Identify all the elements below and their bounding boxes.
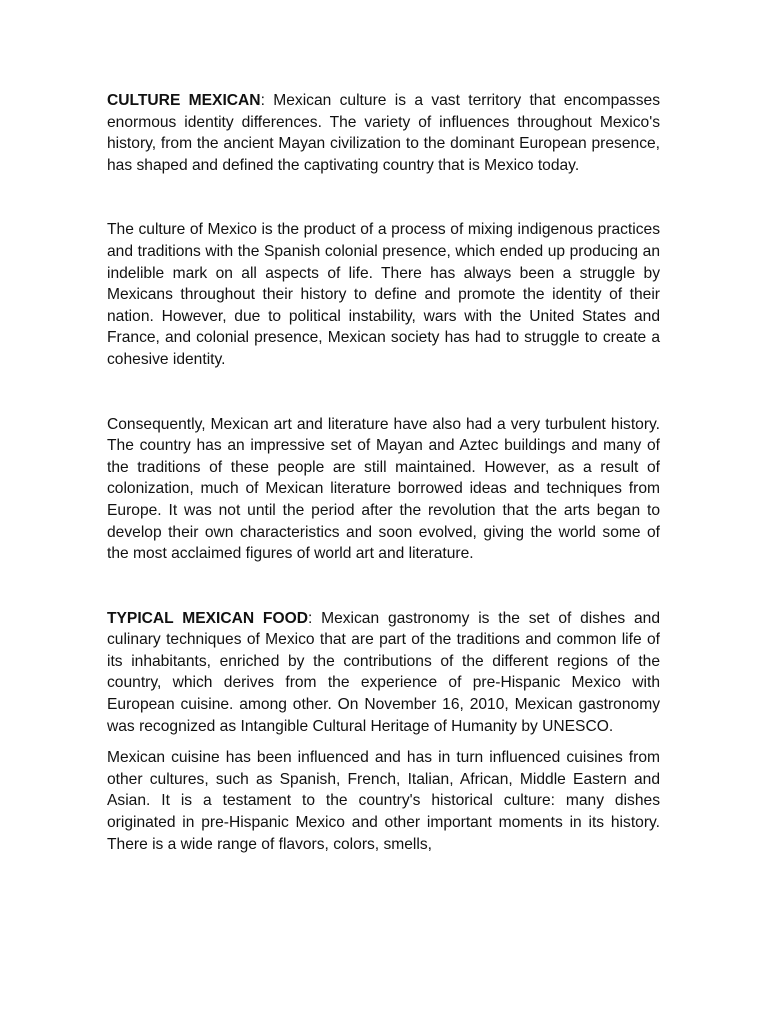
paragraph-typical-food [107, 608, 660, 738]
paragraph-text: : Mexican gastronomy is the set of dishes and culinary techniques of Mexico that are part of the traditions and common life of its inhabitants, enriched by the contributions of the different regions of the country, which derives from the experience of pre-Hispanic Mexico with European cuisine. among other. On November 16, 2010, Mexican gastronomy was recognized as Intangible Cultural Heritage of Humanity by UNESCO. [107, 609, 660, 735]
paragraph-culture-mexican [107, 90, 660, 176]
paragraph-art-literature: Consequently, Mexican art and literature have also had a very turbulent history. The country has an impressive set of Mayan and Aztec buildings and many of the traditions of these people are still maintained. However, as a result of colonization, much of Mexican literature borrowed ideas and techniques from Europe. It was not until the period after the revolution that the arts began to develop their own characteristics and soon evolved, giving the world some of the most acclaimed figures of world art and literature. [107, 415, 660, 563]
paragraph-culture-mixing: The culture of Mexico is the product of a process of mixing indigenous practices and traditions with the Spanish colonial presence, which ended up producing an indelible mark on all aspects of life. There has always been a struggle by Mexicans throughout their history to define and promote the identity of their nation. However, due to political instability, wars with the United States and France, and colonial presence, Mexican society has had to struggle to create a cohesive identity. [107, 221, 660, 368]
paragraph-cuisine-influences: Mexican cuisine has been influenced and has in turn influenced cuisines from other cultures, such as Spanish, French, Italian, African, Middle Eastern and Asian. It is a testament to the country's historical culture: many dishes originated in pre-Hispanic Mexico and other important moments in its history. There is a wide range of flavors, colors, smells, [107, 749, 660, 853]
heading-typical-mexican-food: TYPICAL MEXICAN FOOD [107, 609, 308, 627]
paragraph-text: : Mexican culture is a vast territory that encompasses enormous identity differences. The variety of influences throughout Mexico's history, from the ancient Mayan civilization to the dominant European presence, has shaped and defined the captivating country that is Mexico today. [107, 92, 660, 174]
heading-culture-mexican: CULTURE MEXICAN [107, 92, 261, 109]
